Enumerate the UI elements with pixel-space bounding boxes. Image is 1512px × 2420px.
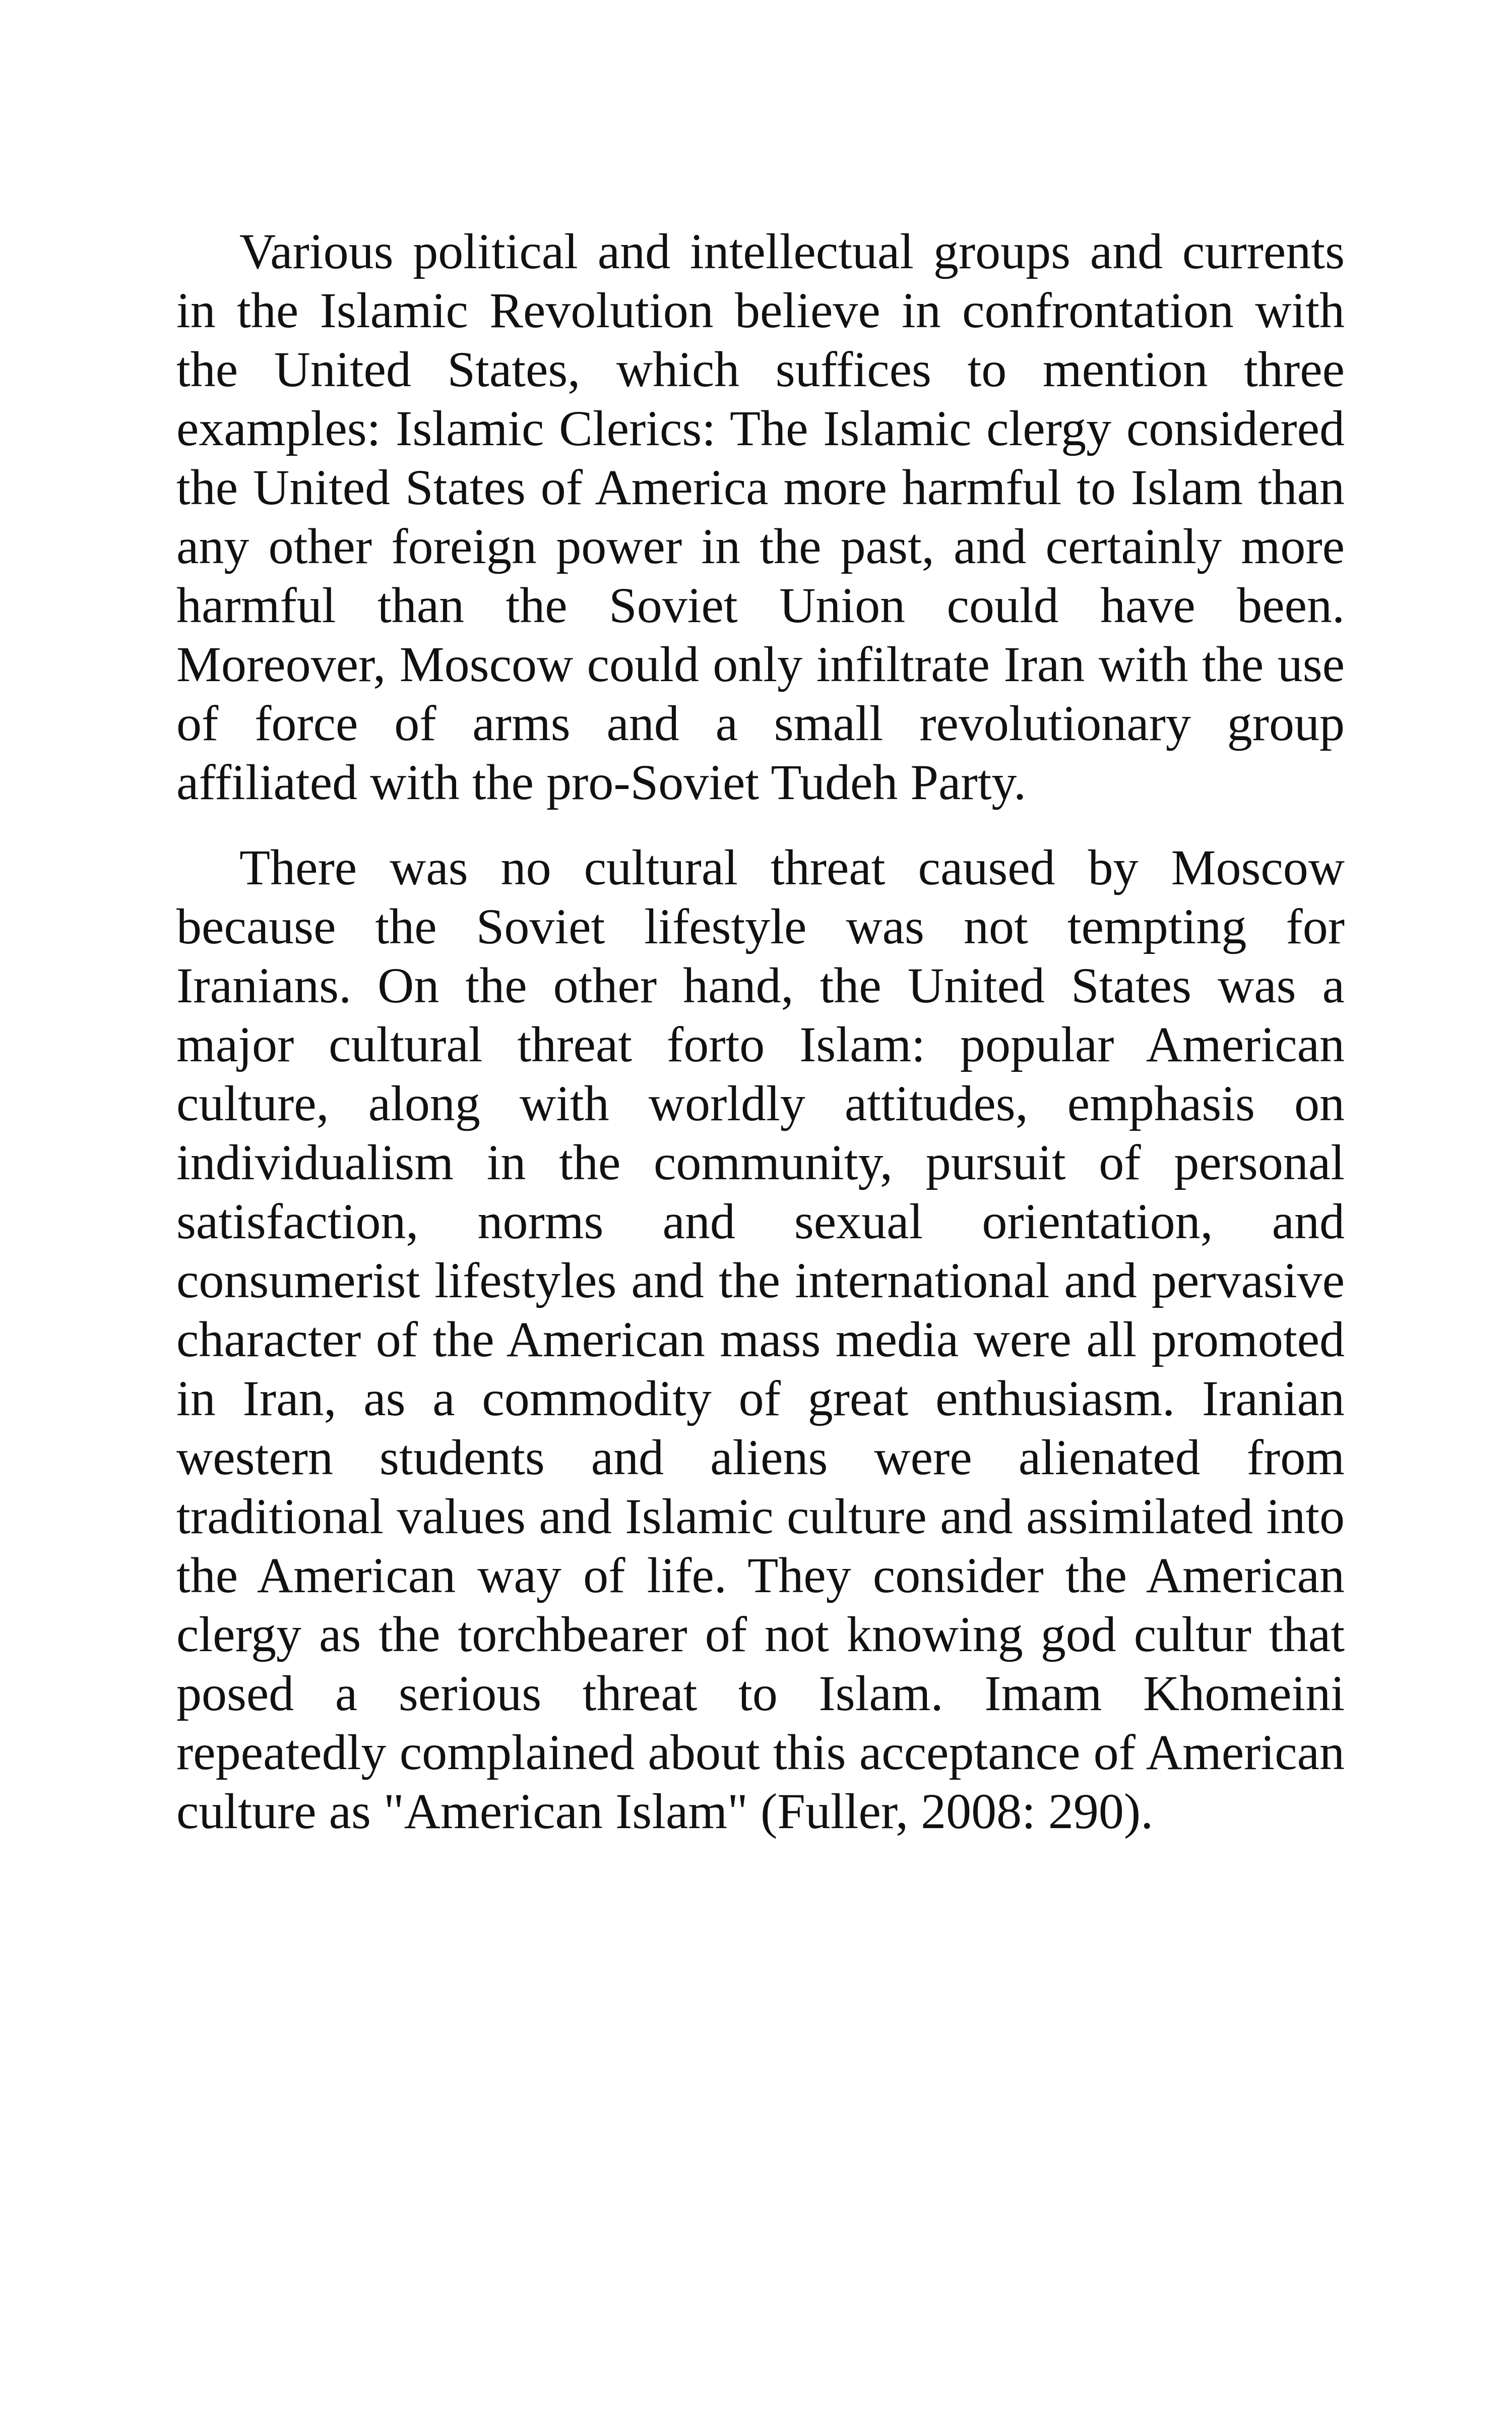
body-text — [176, 222, 1345, 1841]
paragraph-1: Various political and intellectual groups and currents in the Islamic Revolution believe in confrontation with the United States, which suffices to mention three examples: Islamic Clerics: The Islamic clergy considered the United States of America more harmful to Islam than any other foreign power in the past, and certainly more harmful than the Soviet Union could have been. Moreover, Moscow could only infiltrate Iran with the use of force of arms and a small revolutionary group affiliated with the pro-Soviet Tudeh Party. — [176, 223, 1345, 810]
paragraph-2: There was no cultural threat caused by Moscow because the Soviet lifestyle was not tempting for Iranians. On the other hand, the United States was a major cultural threat forto Islam: popular American culture, along with worldly attitudes, emphasis on individualism in the community, pursuit of personal satisfaction, norms and sexual orientation, and consumerist lifestyles and the international and pervasive character of the American mass media were all promoted in Iran, as a commodity of great enthusiasm. Iranian western students and aliens were alienated from traditional values and Islamic culture and assimilated into the American way of life. They consider the American clergy as the torchbearer of not knowing god cultur that posed a serious threat to Islam. Imam Khomeini repeatedly complained about this acceptance of American culture as "American Islam" (Fuller, 2008: 290). — [176, 839, 1345, 1839]
